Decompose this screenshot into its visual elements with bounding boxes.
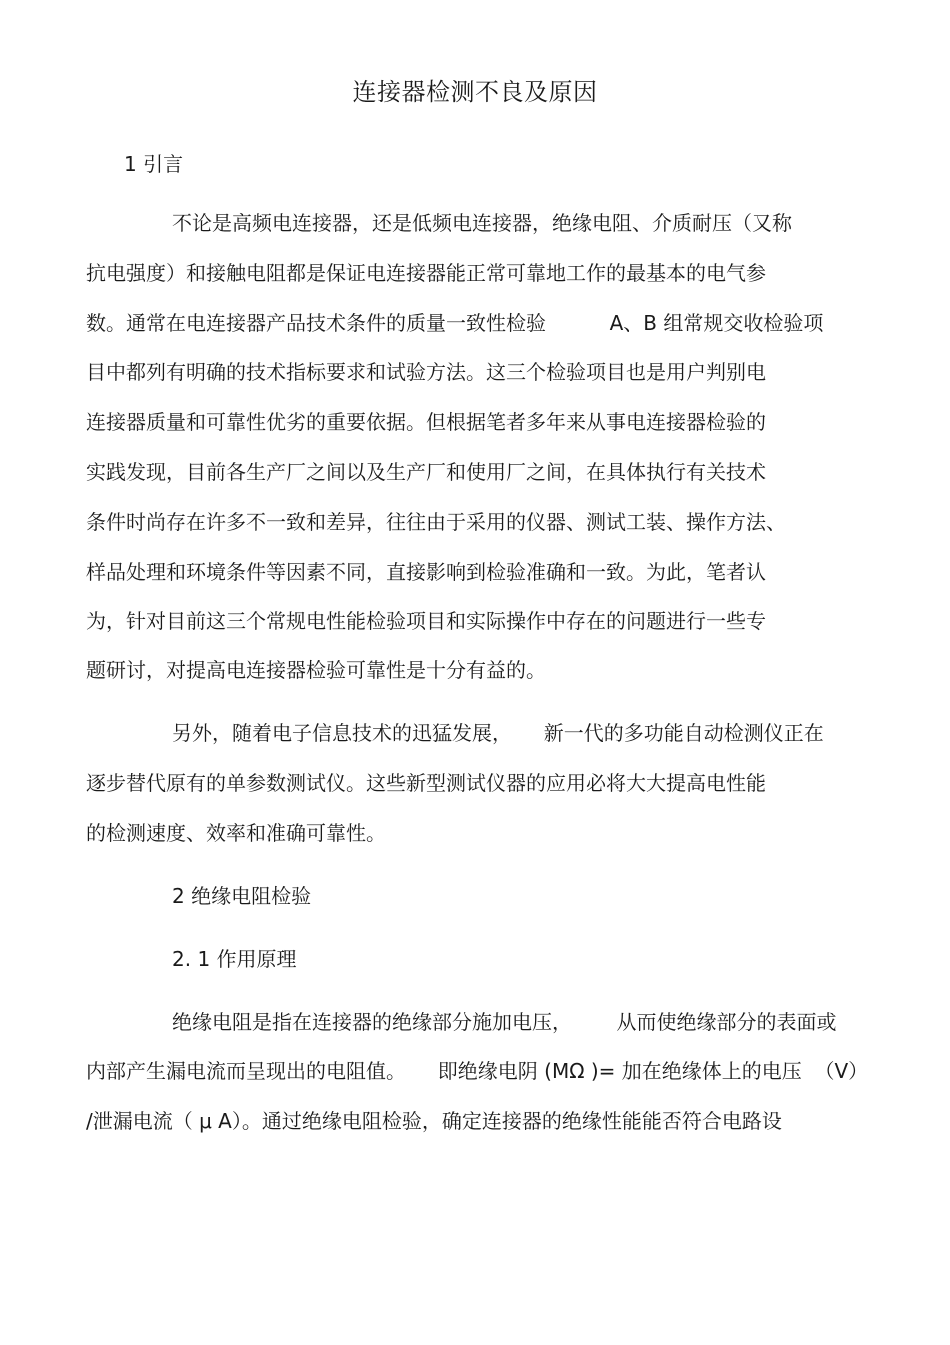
paragraph-line: 抗电强度）和接触电阻都是保证电连接器能正常可靠地工作的最基本的电气参 <box>86 261 766 285</box>
paragraph-line: 题研讨，对提高电连接器检验可靠性是十分有益的。 <box>86 658 546 682</box>
section-heading-insulation: 2 绝缘电阻检验 <box>172 884 312 908</box>
paragraph-line: 条件时尚存在许多不一致和差异，往往由于采用的仪器、测试工装、操作方法、 <box>86 510 786 534</box>
paragraph-line: 绝缘电阻是指在连接器的绝缘部分施加电压， 从而使绝缘部分的表面或 <box>172 1010 837 1034</box>
paragraph-line: 的检测速度、效率和准确可靠性。 <box>86 821 386 845</box>
paragraph-line: 逐步替代原有的单参数测试仪。这些新型测试仪器的应用必将大大提高电性能 <box>86 771 766 795</box>
paragraph-line: 内部产生漏电流而呈现出的电阻值。 即绝缘电阴 (MΩ )= 加在绝缘体上的电压 （V） <box>86 1059 869 1083</box>
paragraph-line: 为，针对目前这三个常规电性能检验项目和实际操作中存在的问题进行一些专 <box>86 609 766 633</box>
paragraph-line: 不论是高频电连接器，还是低频电连接器，绝缘电阻、介质耐压（又称 <box>172 211 792 235</box>
subsection-heading-principle: 2. 1 作用原理 <box>172 947 297 971</box>
paragraph-line: 另外，随着电子信息技术的迅猛发展， 新一代的多功能自动检测仪正在 <box>172 721 824 745</box>
paragraph-line: /泄漏电流（ μ A）。通过绝缘电阻检验，确定连接器的绝缘性能能否符合电路设 <box>86 1109 782 1133</box>
paragraph-line: 样品处理和环境条件等因素不同，直接影响到检验准确和一致。为此，笔者认 <box>86 560 766 584</box>
paragraph-line: 连接器质量和可靠性优劣的重要依据。但根据笔者多年来从事电连接器检验的 <box>86 410 766 434</box>
paragraph-line: 目中都列有明确的技术指标要求和试验方法。这三个检验项目也是用户判别电 <box>86 360 766 384</box>
section-heading-intro: 1 引言 <box>124 152 184 176</box>
document-title: 连接器检测不良及原因 <box>352 78 598 106</box>
paragraph-line: 数。通常在电连接器产品技术条件的质量一致性检验 A、B 组常规交收检验项 <box>86 311 824 335</box>
paragraph-line: 实践发现，目前各生产厂之间以及生产厂和使用厂之间，在具体执行有关技术 <box>86 460 766 484</box>
